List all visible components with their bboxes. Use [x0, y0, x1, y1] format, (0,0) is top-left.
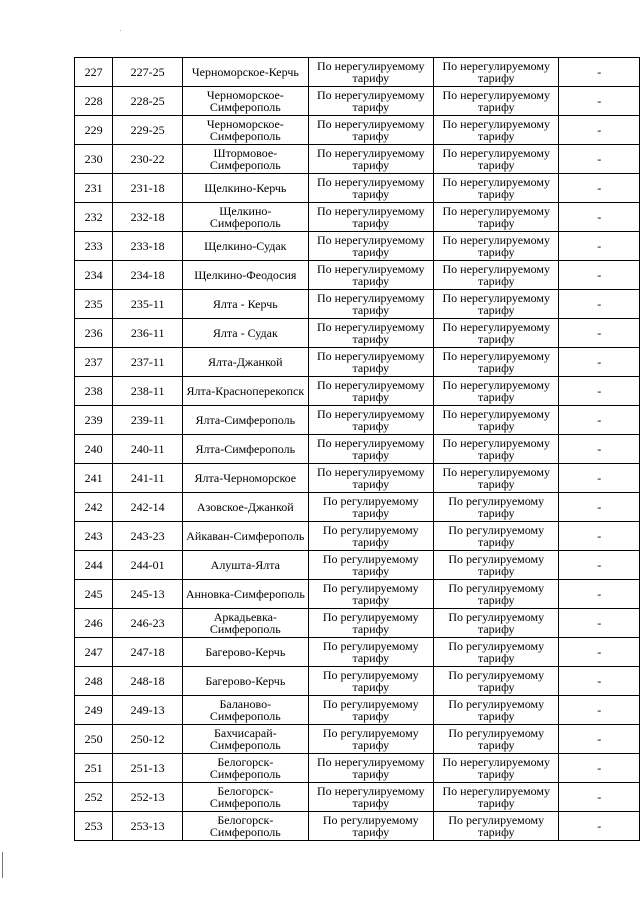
route-number: 232 [75, 203, 113, 232]
tariff-cell: По нерегулируемому тарифу [434, 435, 559, 464]
tariff-cell: По регулируемому тарифу [308, 812, 433, 841]
tariff-cell: По нерегулируемому тарифу [308, 377, 433, 406]
route-name: Баланово-Симферополь [183, 696, 308, 725]
tariff-cell: По регулируемому тарифу [308, 522, 433, 551]
tariff-cell: По регулируемому тарифу [434, 638, 559, 667]
tariff-cell: По нерегулируемому тарифу [308, 464, 433, 493]
route-number: 235 [75, 290, 113, 319]
route-name: Ялта-Черноморское [183, 464, 308, 493]
dash-cell: - [559, 725, 640, 754]
table-row [75, 464, 640, 493]
tariff-cell: По нерегулируемому тарифу [434, 232, 559, 261]
tariff-cell: По регулируемому тарифу [434, 812, 559, 841]
tariff-cell: По нерегулируемому тарифу [308, 319, 433, 348]
tariff-cell: По нерегулируемому тарифу [434, 348, 559, 377]
tariff-cell: По нерегулируемому тарифу [434, 464, 559, 493]
table-row [75, 377, 640, 406]
route-name: Алушта-Ялта [183, 551, 308, 580]
dash-cell: - [559, 667, 640, 696]
table-row [75, 435, 640, 464]
route-name: Щелкино-Судак [183, 232, 308, 261]
dash-cell: - [559, 319, 640, 348]
tariff-cell: По нерегулируемому тарифу [434, 58, 559, 87]
dash-cell: - [559, 290, 640, 319]
route-name: Щелкино-Симферополь [183, 203, 308, 232]
route-code: 227-25 [113, 58, 183, 87]
route-number: 228 [75, 87, 113, 116]
dash-cell: - [559, 464, 640, 493]
route-name: Аркадьевка-Симферополь [183, 609, 308, 638]
routes-table [74, 57, 640, 841]
route-name: Анновка-Симферополь [183, 580, 308, 609]
table-row [75, 696, 640, 725]
route-code: 244-01 [113, 551, 183, 580]
route-name: Щелкино-Феодосия [183, 261, 308, 290]
dash-cell: - [559, 145, 640, 174]
route-number: 248 [75, 667, 113, 696]
route-number: 247 [75, 638, 113, 667]
dash-cell: - [559, 377, 640, 406]
routes-table-body [75, 58, 640, 841]
route-code: 228-25 [113, 87, 183, 116]
route-number: 252 [75, 783, 113, 812]
route-number: 230 [75, 145, 113, 174]
route-code: 233-18 [113, 232, 183, 261]
route-number: 231 [75, 174, 113, 203]
route-name: Щелкино-Керчь [183, 174, 308, 203]
dash-cell: - [559, 348, 640, 377]
table-row [75, 580, 640, 609]
route-name: Ялта-Симферополь [183, 435, 308, 464]
table-row [75, 812, 640, 841]
route-number: 237 [75, 348, 113, 377]
route-code: 232-18 [113, 203, 183, 232]
tariff-cell: По нерегулируемому тарифу [434, 319, 559, 348]
route-code: 247-18 [113, 638, 183, 667]
route-name: Багерово-Керчь [183, 667, 308, 696]
table-row [75, 87, 640, 116]
route-name: Черноморское-Керчь [183, 58, 308, 87]
route-code: 252-13 [113, 783, 183, 812]
tariff-cell: По нерегулируемому тарифу [308, 261, 433, 290]
scan-edge-mark [2, 852, 3, 878]
route-number: 250 [75, 725, 113, 754]
tariff-cell: По нерегулируемому тарифу [308, 87, 433, 116]
dash-cell: - [559, 116, 640, 145]
table-row [75, 609, 640, 638]
dash-cell: - [559, 812, 640, 841]
tariff-cell: По регулируемому тарифу [434, 522, 559, 551]
tariff-cell: По нерегулируемому тарифу [434, 87, 559, 116]
route-number: 251 [75, 754, 113, 783]
tariff-cell: По регулируемому тарифу [308, 725, 433, 754]
route-name: Ялта - Судак [183, 319, 308, 348]
route-code: 253-13 [113, 812, 183, 841]
route-name: Багерово-Керчь [183, 638, 308, 667]
tariff-cell: По нерегулируемому тарифу [308, 116, 433, 145]
tariff-cell: По нерегулируемому тарифу [434, 783, 559, 812]
dash-cell: - [559, 58, 640, 87]
tariff-cell: По нерегулируемому тарифу [434, 377, 559, 406]
tariff-cell: По нерегулируемому тарифу [308, 203, 433, 232]
tariff-cell: По нерегулируемому тарифу [434, 406, 559, 435]
tariff-cell: По нерегулируемому тарифу [308, 754, 433, 783]
tariff-cell: По регулируемому тарифу [434, 696, 559, 725]
tariff-cell: По регулируемому тарифу [308, 609, 433, 638]
table-row [75, 754, 640, 783]
route-number: 241 [75, 464, 113, 493]
route-number: 240 [75, 435, 113, 464]
dash-cell: - [559, 406, 640, 435]
table-row [75, 725, 640, 754]
route-code: 237-11 [113, 348, 183, 377]
tariff-cell: По нерегулируемому тарифу [308, 290, 433, 319]
route-name: Штормовое-Симферополь [183, 145, 308, 174]
tariff-cell: По нерегулируемому тарифу [308, 406, 433, 435]
tariff-cell: По нерегулируемому тарифу [434, 261, 559, 290]
tariff-cell: По нерегулируемому тарифу [308, 348, 433, 377]
route-number: 239 [75, 406, 113, 435]
table-row [75, 551, 640, 580]
dash-cell: - [559, 203, 640, 232]
route-number: 246 [75, 609, 113, 638]
route-number: 245 [75, 580, 113, 609]
table-row [75, 522, 640, 551]
tariff-cell: По нерегулируемому тарифу [434, 290, 559, 319]
dash-cell: - [559, 551, 640, 580]
route-code: 241-11 [113, 464, 183, 493]
dash-cell: - [559, 783, 640, 812]
route-name: Бахчисарай-Симферополь [183, 725, 308, 754]
route-name: Ялта-Красноперекопск [183, 377, 308, 406]
table-row [75, 232, 640, 261]
route-name: Черноморское-Симферополь [183, 87, 308, 116]
route-code: 249-13 [113, 696, 183, 725]
tariff-cell: По регулируемому тарифу [434, 580, 559, 609]
dash-cell: - [559, 609, 640, 638]
table-row [75, 58, 640, 87]
table-row [75, 667, 640, 696]
dash-cell: - [559, 261, 640, 290]
route-name: Белогорск-Симферополь [183, 812, 308, 841]
dash-cell: - [559, 638, 640, 667]
dash-cell: - [559, 522, 640, 551]
tariff-cell: По регулируемому тарифу [434, 609, 559, 638]
tariff-cell: По нерегулируемому тарифу [308, 174, 433, 203]
route-number: 253 [75, 812, 113, 841]
route-name: Ялта-Симферополь [183, 406, 308, 435]
tariff-cell: По регулируемому тарифу [308, 638, 433, 667]
route-code: 236-11 [113, 319, 183, 348]
tariff-cell: По регулируемому тарифу [308, 696, 433, 725]
route-name: Ялта-Джанкой [183, 348, 308, 377]
table-row [75, 406, 640, 435]
route-name: Ялта - Керчь [183, 290, 308, 319]
route-number: 242 [75, 493, 113, 522]
table-row [75, 783, 640, 812]
route-code: 230-22 [113, 145, 183, 174]
tariff-cell: По регулируемому тарифу [434, 725, 559, 754]
route-code: 231-18 [113, 174, 183, 203]
route-code: 242-14 [113, 493, 183, 522]
table-row [75, 116, 640, 145]
tariff-cell: По нерегулируемому тарифу [434, 203, 559, 232]
tariff-cell: По нерегулируемому тарифу [434, 116, 559, 145]
tariff-cell: По регулируемому тарифу [434, 493, 559, 522]
tariff-cell: По регулируемому тарифу [308, 493, 433, 522]
tariff-cell: По регулируемому тарифу [434, 667, 559, 696]
table-row [75, 348, 640, 377]
dash-cell: - [559, 87, 640, 116]
dash-cell: - [559, 754, 640, 783]
tariff-cell: По нерегулируемому тарифу [434, 754, 559, 783]
scan-speck [120, 30, 121, 31]
tariff-cell: По нерегулируемому тарифу [308, 232, 433, 261]
table-row [75, 290, 640, 319]
route-number: 243 [75, 522, 113, 551]
table-row [75, 145, 640, 174]
tariff-cell: По регулируемому тарифу [308, 667, 433, 696]
route-code: 238-11 [113, 377, 183, 406]
tariff-cell: По нерегулируемому тарифу [308, 783, 433, 812]
route-number: 234 [75, 261, 113, 290]
route-code: 245-13 [113, 580, 183, 609]
route-name: Черноморское-Симферополь [183, 116, 308, 145]
tariff-cell: По нерегулируемому тарифу [308, 58, 433, 87]
route-name: Азовское-Джанкой [183, 493, 308, 522]
route-code: 240-11 [113, 435, 183, 464]
dash-cell: - [559, 696, 640, 725]
route-code: 248-18 [113, 667, 183, 696]
route-code: 239-11 [113, 406, 183, 435]
route-code: 234-18 [113, 261, 183, 290]
tariff-cell: По регулируемому тарифу [308, 551, 433, 580]
tariff-cell: По нерегулируемому тарифу [308, 145, 433, 174]
route-name: Айкаван-Симферополь [183, 522, 308, 551]
dash-cell: - [559, 174, 640, 203]
tariff-cell: По нерегулируемому тарифу [434, 174, 559, 203]
route-number: 229 [75, 116, 113, 145]
route-number: 238 [75, 377, 113, 406]
route-code: 250-12 [113, 725, 183, 754]
route-number: 249 [75, 696, 113, 725]
route-code: 246-23 [113, 609, 183, 638]
route-code: 251-13 [113, 754, 183, 783]
table-row [75, 319, 640, 348]
route-code: 229-25 [113, 116, 183, 145]
tariff-cell: По нерегулируемому тарифу [434, 145, 559, 174]
dash-cell: - [559, 493, 640, 522]
table-row [75, 493, 640, 522]
table-row [75, 638, 640, 667]
tariff-cell: По регулируемому тарифу [308, 580, 433, 609]
table-row [75, 203, 640, 232]
dash-cell: - [559, 435, 640, 464]
dash-cell: - [559, 580, 640, 609]
route-number: 236 [75, 319, 113, 348]
route-number: 233 [75, 232, 113, 261]
route-name: Белогорск-Симферополь [183, 754, 308, 783]
route-code: 243-23 [113, 522, 183, 551]
route-number: 244 [75, 551, 113, 580]
table-row [75, 261, 640, 290]
tariff-cell: По нерегулируемому тарифу [308, 435, 433, 464]
table-row [75, 174, 640, 203]
route-code: 235-11 [113, 290, 183, 319]
dash-cell: - [559, 232, 640, 261]
tariff-cell: По регулируемому тарифу [434, 551, 559, 580]
route-number: 227 [75, 58, 113, 87]
route-name: Белогорск-Симферополь [183, 783, 308, 812]
